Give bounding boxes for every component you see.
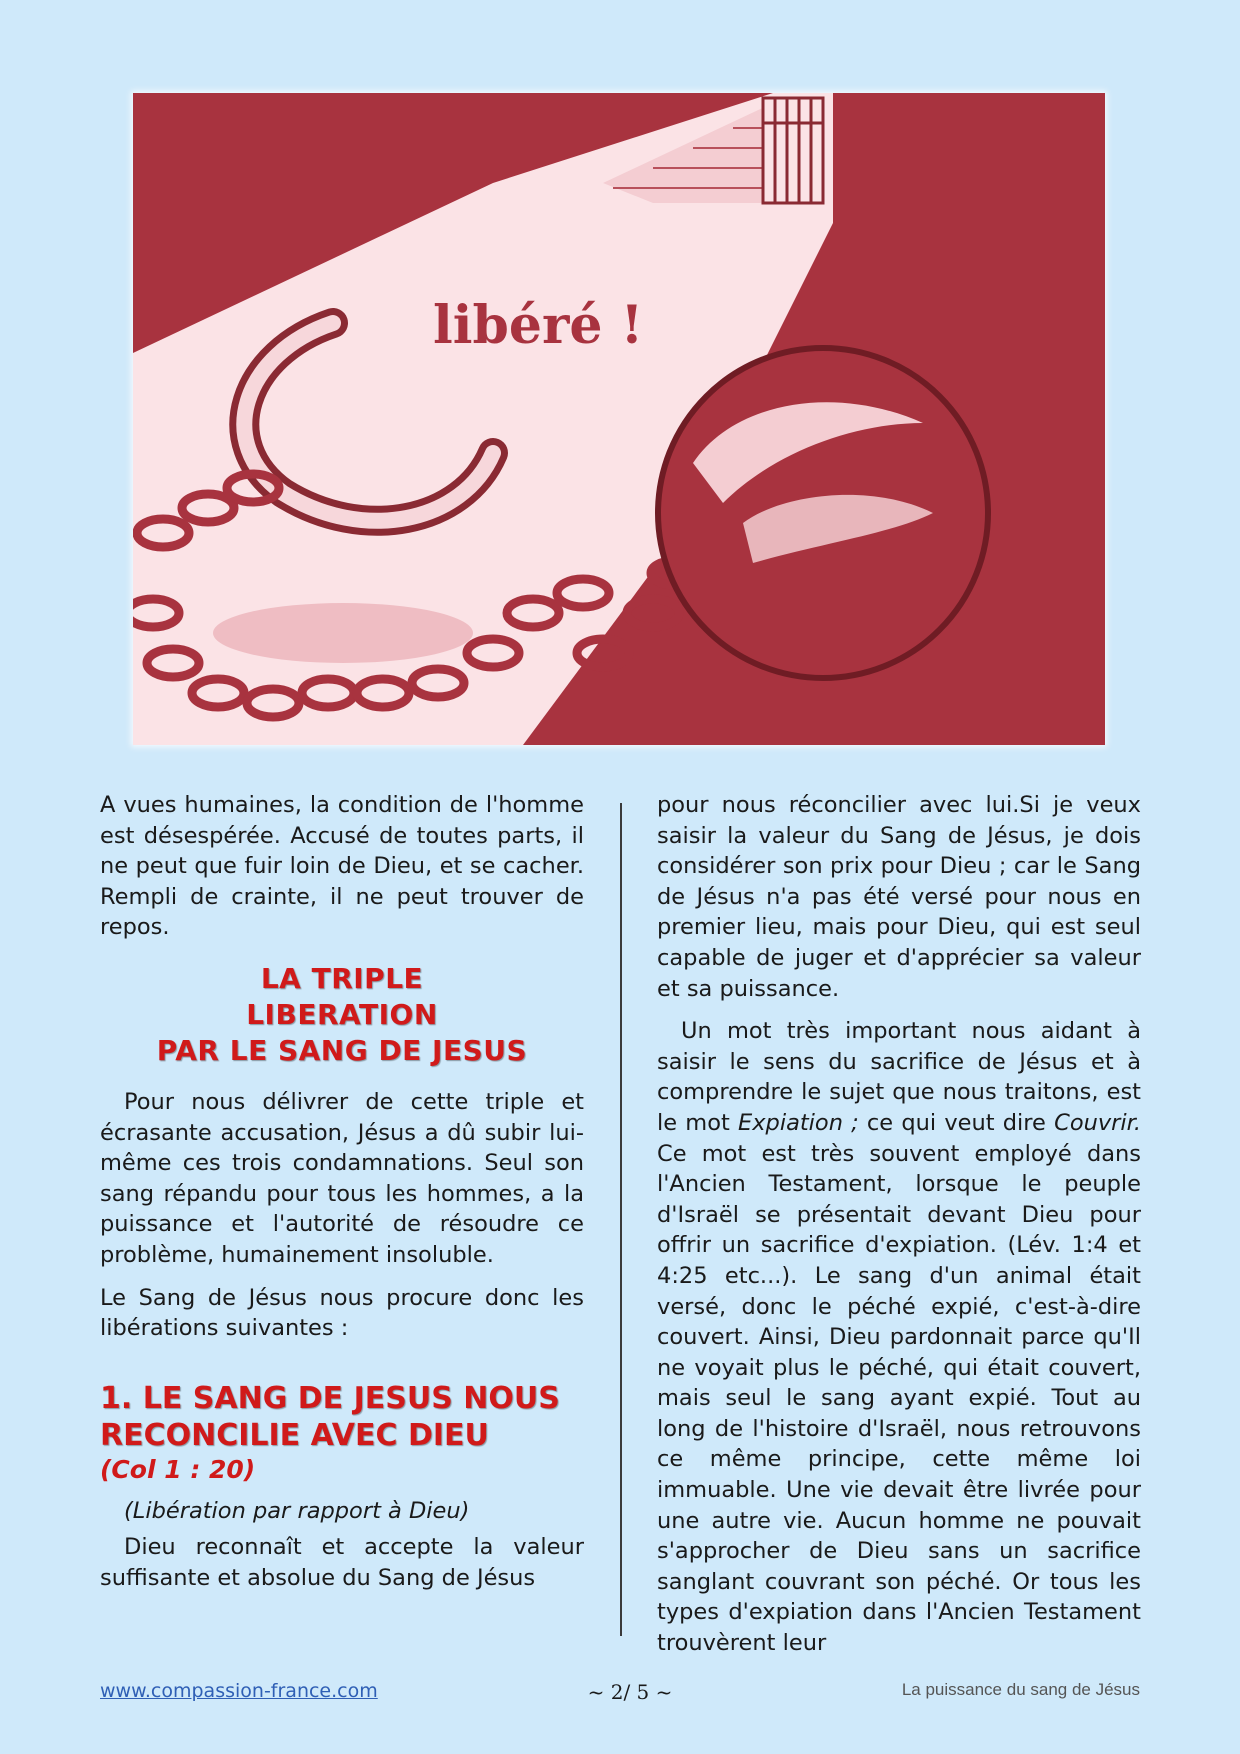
shackle-illustration — [133, 93, 1105, 745]
term-couvrir: Couvrir. — [1054, 1109, 1142, 1136]
intro-paragraph: A vues humaines, la condition de l'homme est désespérée. Accusé de toutes parts, il ne peut que fuir loin de Dieu, et se cacher. Rempli de crainte, il ne peut trouver de repos. — [100, 792, 584, 941]
section-note: (Libération par rapport à Dieu) — [124, 1497, 470, 1524]
website-link[interactable]: www.compassion-france.com — [100, 1680, 378, 1702]
right-column — [657, 790, 1141, 1671]
shackle-shadow — [213, 603, 473, 663]
gate — [763, 98, 823, 203]
body-paragraph-3: Dieu reconnaît et accepte la valeur suffisante et absolue du Sang de Jésus — [100, 1534, 584, 1591]
illustration-liberated-shackles — [133, 93, 1105, 745]
main-title-line-3: PAR LE SANG DE JESUS — [156, 1033, 528, 1067]
main-title-line-1: LA TRIPLE — [260, 961, 424, 995]
section-reference: (Col 1 : 20) — [100, 1454, 256, 1484]
right-paragraph-2-part-c: Ce mot est très souvent employé dans l'Ancien Testament, lorsque le peuple d'Israël se présentait devant Dieu pour offrir un sacrifice d'expiation. (Lév. 1:4 et 4:25 etc...). Le sang d'un animal était versé, donc le péché expié, c'est-à-dire couvert. Ainsi, Dieu pardonnait parce qu'Il ne voyait plus le péché, qui était couvert, mais seul le sang ayant expié. Tout au long de l'histoire d'Israël, nous retrouvons ce même principe, cette même loi immuable. Une vie devait être livrée pour une autre vie. Aucun homme ne pouvait s'approcher de Dieu sans un sacrifice sanglant couvrant son péché. Or tous les types d'expiation dans l'Ancien Testament trouvèrent leur — [657, 1140, 1141, 1657]
page-footer — [100, 1680, 1140, 1710]
section-title: 1. LE SANG DE JESUS NOUS RECONCILIE AVEC DIEU — [100, 1380, 560, 1453]
right-paragraph-2-part-a: Un mot très important nous aidant à saisir le sens du sacrifice de Jésus et à comprendre le sujet que nous traitons, est le mot — [657, 1018, 1141, 1136]
right-paragraph-2 — [657, 1016, 1141, 1658]
term-expiation: Expiation ; — [738, 1109, 859, 1136]
main-title — [100, 961, 584, 1069]
document-title: La puissance du sang de Jésus — [901, 1680, 1140, 1699]
page-number: ~ 2/ 5 ~ — [587, 1680, 673, 1704]
right-paragraph-1: pour nous réconcilier avec lui.Si je veux saisir la valeur du Sang de Jésus, je dois considérer son prix pour Dieu ; car le Sang de Jésus n'a pas été versé pour nous en premier lieu, mais pour Dieu, qui est seul capable de juger et d'apprécier sa valeur et sa puissance. — [657, 792, 1141, 1002]
body-paragraph-2: Le Sang de Jésus nous procure donc les libérations suivantes : — [100, 1284, 584, 1342]
right-paragraph-2-part-b: ce qui veut dire — [858, 1109, 1055, 1136]
main-title-line-2: LIBERATION — [246, 997, 438, 1031]
left-column — [100, 790, 584, 1606]
column-divider — [620, 803, 622, 1636]
body-paragraph-1: Pour nous délivrer de cette triple et écrasante accusation, Jésus a dû subir lui-même ces trois condamnations. Seul son sang répandu pour tous les hommes, a la puissance et l'autorité de résoudre ce problème, humainement insoluble. — [100, 1088, 584, 1268]
illustration-caption: libéré ! — [433, 295, 644, 356]
